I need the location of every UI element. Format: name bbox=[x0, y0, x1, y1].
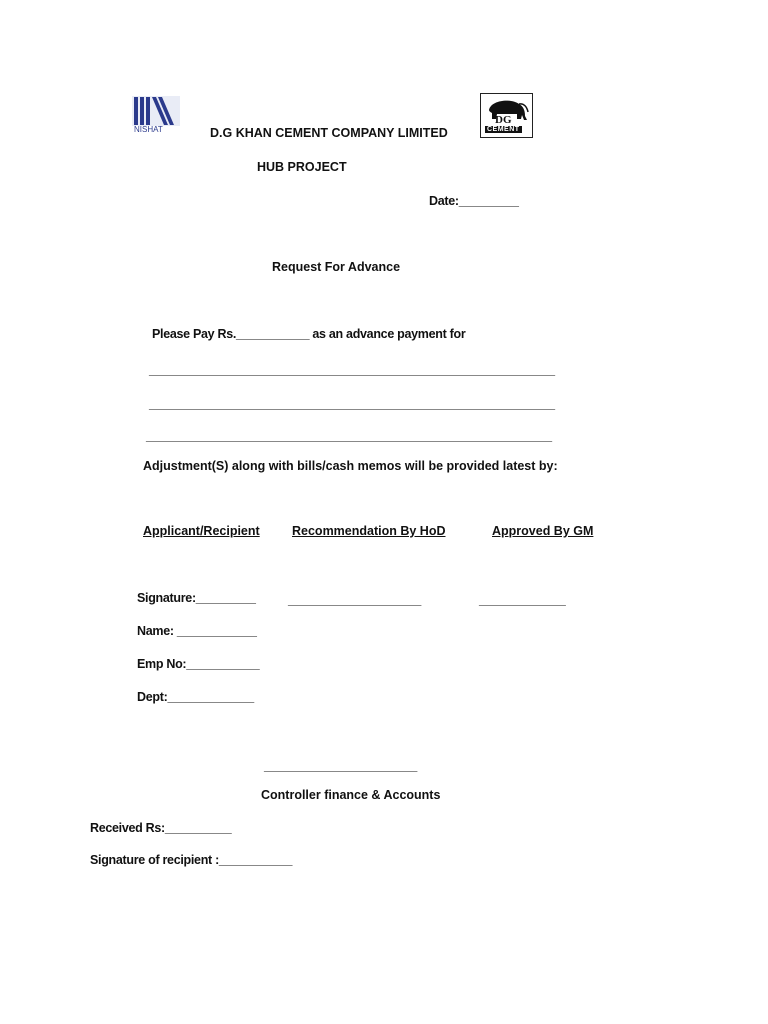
nishat-logo bbox=[128, 94, 184, 138]
dept-field: Dept:_____________ bbox=[137, 690, 254, 704]
purpose-blank-line-2: _____________________________________________________________ bbox=[149, 397, 555, 411]
recipient-signature-field: Signature of recipient :___________ bbox=[90, 853, 293, 867]
column-gm: Approved By GM bbox=[492, 524, 594, 538]
emp-no-field: Emp No:___________ bbox=[137, 657, 260, 671]
nishat-logo-text: NISHAT bbox=[134, 125, 163, 134]
pay-line: Please Pay Rs.___________ as an advance payment for bbox=[152, 327, 466, 341]
hod-signature-line: ____________________ bbox=[288, 593, 422, 607]
signature-field: Signature:_________ bbox=[137, 591, 256, 605]
name-field: Name: ____________ bbox=[137, 624, 257, 638]
project-name: HUB PROJECT bbox=[257, 160, 347, 174]
adjustment-text: Adjustment(S) along with bills/cash memos will be provided latest by: bbox=[143, 459, 558, 473]
date-field: Date:_________ bbox=[429, 194, 519, 208]
controller-signature-line: _______________________ bbox=[264, 759, 417, 773]
column-hod: Recommendation By HoD bbox=[292, 524, 446, 538]
purpose-blank-line-3: _____________________________________________________________ bbox=[146, 429, 552, 443]
gm-signature-line: _____________ bbox=[479, 593, 566, 607]
company-name: D.G KHAN CEMENT COMPANY LIMITED bbox=[210, 126, 448, 140]
column-applicant: Applicant/Recipient bbox=[143, 524, 260, 538]
form-title: Request For Advance bbox=[272, 260, 401, 274]
received-field: Received Rs:__________ bbox=[90, 821, 232, 835]
purpose-blank-line-1: _____________________________________________________________ bbox=[149, 363, 555, 377]
controller-label: Controller finance & Accounts bbox=[261, 788, 441, 802]
dg-logo-text-bottom: CEMENT bbox=[487, 126, 520, 133]
dg-logo-text-top: DG bbox=[495, 114, 512, 126]
dg-cement-logo bbox=[480, 93, 533, 138]
